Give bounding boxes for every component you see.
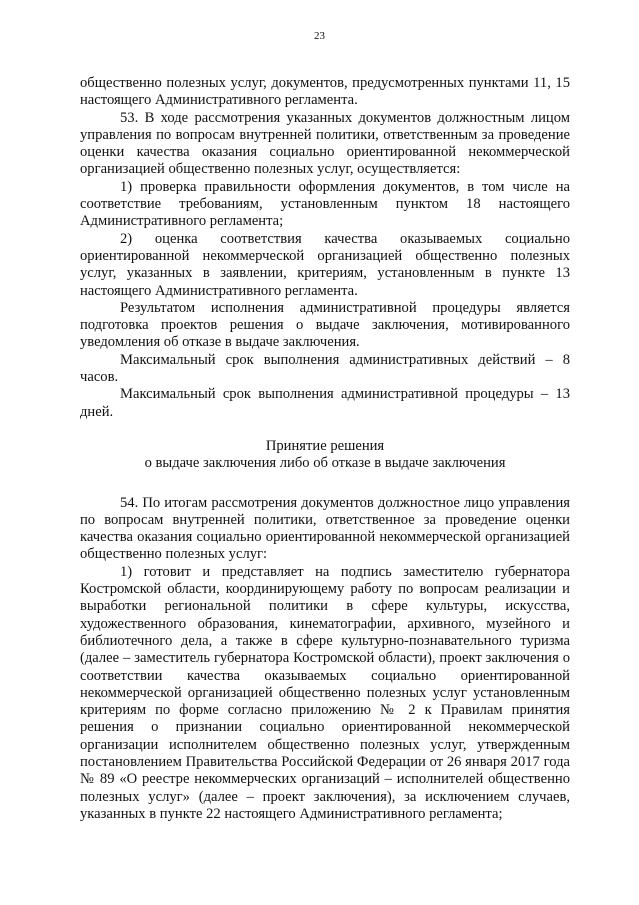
section-heading-line2: о выдаче заключения либо об отказе в выдаче заключения — [144, 455, 506, 472]
paragraph-continuation: общественно полезных услуг, документов, предусмотренных пунктами 11, 15 настоящего Административного регламента. — [80, 75, 570, 109]
paragraph-max-term-procedure: Максимальный срок выполнения административной процедуры – 13 дней. — [80, 386, 570, 420]
paragraph-max-term-actions: Максимальный срок выполнения административных действий – 8 часов. — [80, 351, 570, 386]
paragraph-subitem-2: 2) оценка соответствия качества оказываемых социально ориентированной некоммерческой организацией общественно полезных услуг, указанных в заявлении, критериям, установленным в пункте 13 настоящего Административного регламента. — [80, 230, 570, 299]
document-body — [80, 75, 570, 823]
section-heading-line1: Принятие решения — [265, 437, 385, 454]
page-number: 23 — [314, 30, 325, 42]
paragraph-subitem-54-1: 1) готовит и представляет на подпись заместителю губернатора Костромской области, координирующему работу по вопросам реализации и выработки региональной политики в сфере культуры, искусства, художественного образования, кинематографии, архивного, музейного и библиотечного дела, а также в сфере культурно-познавательного туризма (далее – заместитель губернатора Костромской области), проект заключения о соответствии качества оказываемых социально ориентированной некоммерческой организацией общественно полезных услуг установленным критериям по форме согласно приложению № 2 к Правилам принятия решения о признании социально ориентированной некоммерческой организации исполнителем общественно полезных услуг, утвержденным постановлением Правительства Российской Федерации от 26 января 2017 года № 89 «О реестре некоммерческих организаций – исполнителей общественно полезных услуг» (далее – проект заключения), за исключением случаев, указанных в пункте 22 настоящего Административного регламента; — [80, 563, 570, 822]
paragraph-subitem-1: 1) проверка правильности оформления документов, в том числе на соответствие требованиям, установленным пунктом 18 настоящего Административного регламента; — [80, 178, 570, 230]
paragraph-item-54: 54. По итогам рассмотрения документов должностное лицо управления по вопросам внутренней политики, ответственное за проведение оценки качества оказания социально ориентированной некоммерческой организацией общественно полезных услуг: — [80, 494, 570, 563]
paragraph-result: Результатом исполнения административной процедуры является подготовка проектов решения о выдаче заключения, мотивированного уведомления об отказе в выдаче заключения. — [80, 299, 570, 351]
paragraph-item-53: 53. В ходе рассмотрения указанных документов должностным лицом управления по вопросам внутренней политики, ответственным за проведение оценки качества оказания социально ориентированной некоммерческой организацией общественно полезных услуг, осуществляется: — [80, 109, 570, 178]
